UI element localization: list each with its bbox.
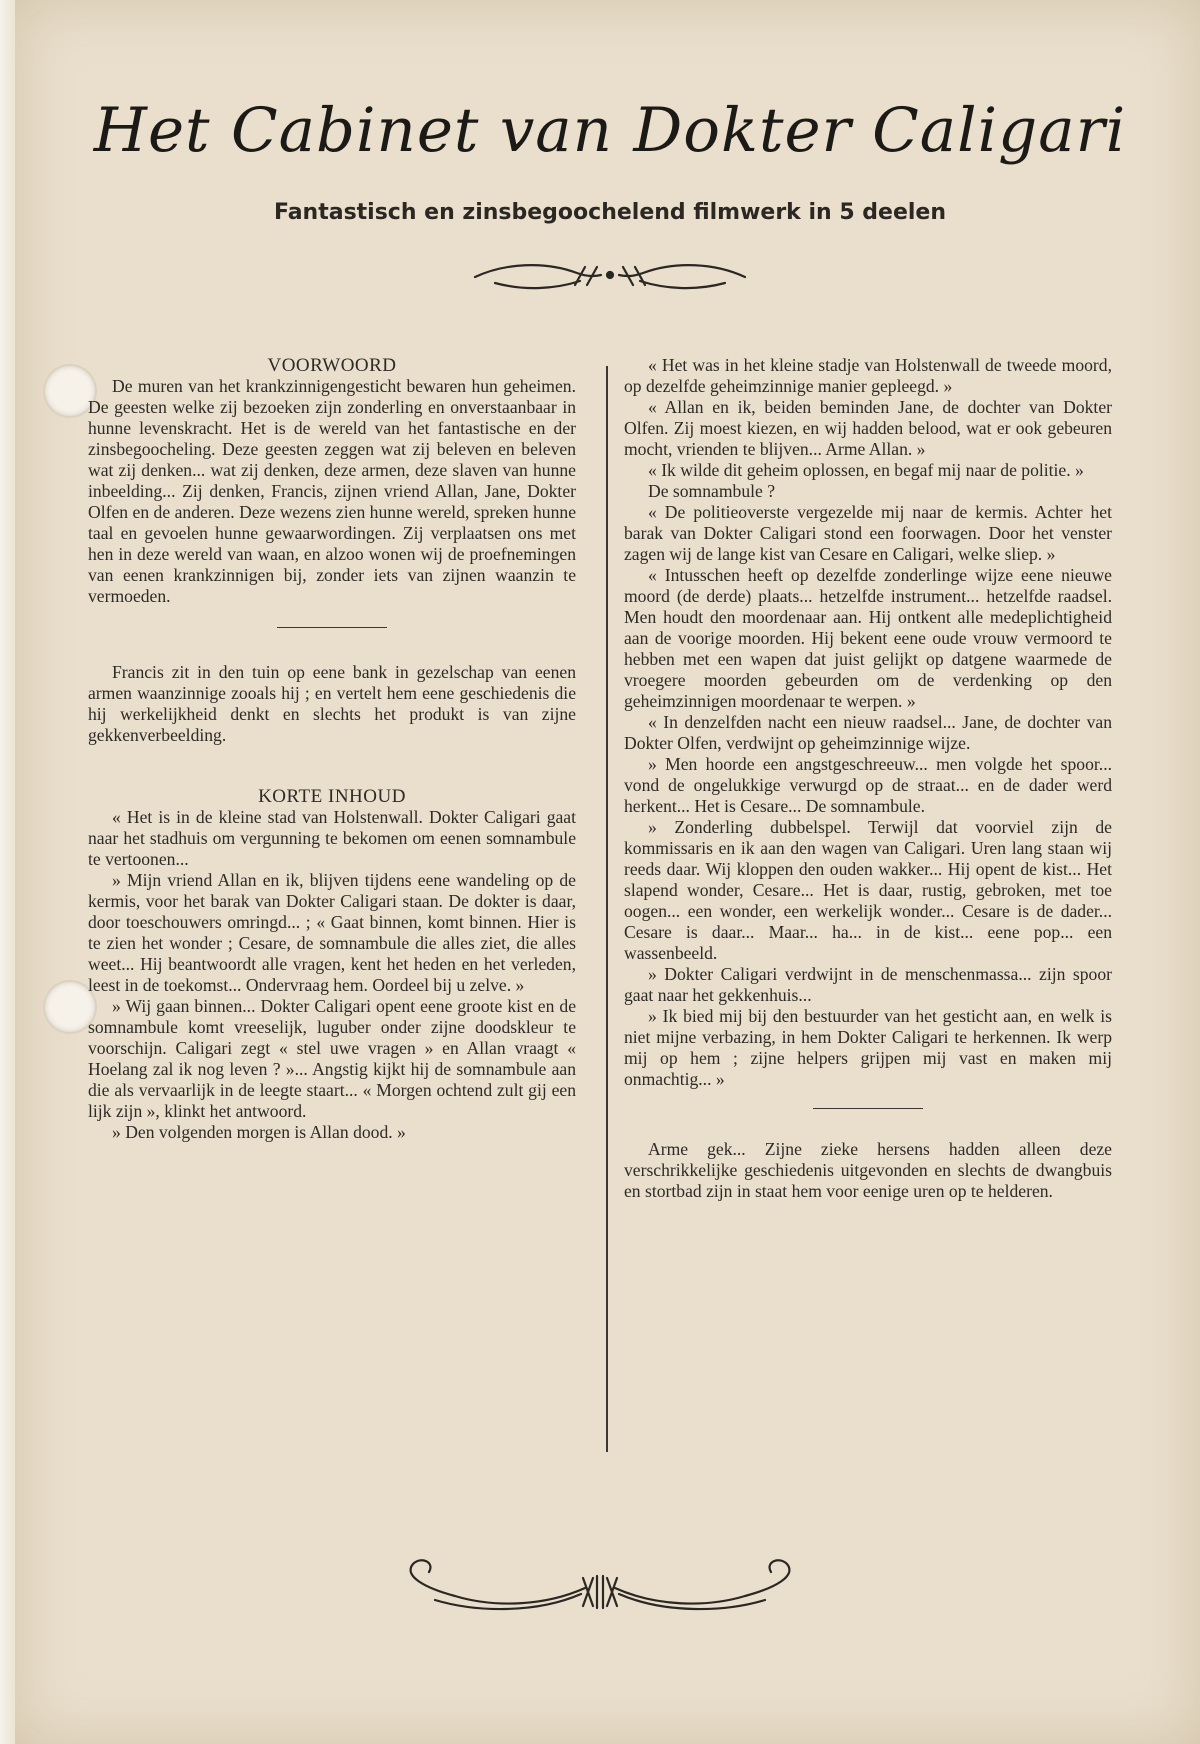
summary-heading: KORTE INHOUD — [258, 786, 406, 807]
story-paragraph: « Het was in het kleine stadje van Holstenwall de tweede moord, op dezelfde geheimzinnige manier gepleegd. » — [624, 355, 1112, 396]
story-paragraph: « Allan en ik, beiden beminden Jane, de dochter van Dokter Olfen. Zij moest kiezen, en wij hadden belood, wat er ook gebeuren mocht, vrienden te blijven... Arme Allan. » — [624, 397, 1112, 459]
foreword-paragraph: Francis zit in den tuin op eene bank in gezelschap van eenen armen waanzinnige zooals hij ; en vertelt hem eene geschiedenis die hij werkelijkheid denkt en slechts het produkt is van zijne gekkenverbeelding. — [88, 662, 576, 745]
story-paragraph: » Ik bied mij bij den bestuurder van het gesticht aan, en welk is niet mijne verbazing, in hem Dokter Caligari te herkennen. Ik werp mij op hem ; zijne helpers grijpen mij vast en maken mij onmachtig... » — [624, 1006, 1112, 1089]
header-ornament — [465, 255, 755, 295]
section-rule — [277, 627, 387, 628]
foreword-paragraph: De muren van het krankzinnigengesticht bewaren hun geheimen. De geesten welke zij bezoeken zijn zonderling en onverstaanbaar in hunne levenskracht. Het is de wereld van het fantastische en der zinsbegoocheling. Deze geesten zeggen wat zij beleven en beleven wat zij denken... wat zij denken, deze armen, deze slaven van hunne inbeelding... Zij denken, Francis, zijnen vriend Allan, Jane, Dokter Olfen en de anderen. Deze wezens zien hunne wereld, spreken hunne taal en gevoelen hunne gewaarwordingen. Zij verplaatsen ons met hen in deze wereld van waan, en alzoo wonen wij de proefnemingen van eenen krankzinnigen bij, zonder iets van zijnen waanzin te vermoeden. — [88, 376, 576, 606]
story-paragraph: « Ik wilde dit geheim oplossen, en begaf mij naar de politie. » — [648, 460, 1084, 480]
story-paragraph: » Men hoorde een angstgeschreeuw... men volgde het spoor... vond de ongelukkige verwurgd op de straat... en de dader werd herkent... Het is Cesare... De somnambule. — [624, 754, 1112, 816]
column-divider — [606, 366, 608, 1452]
footer-ornament — [385, 1548, 815, 1620]
story-paragraph: De somnambule ? — [648, 481, 776, 501]
summary-paragraph: » Mijn vriend Allan en ik, blijven tijdens eene wandeling op de kermis, voor het barak van Dokter Caligari staan. De dokter is daar, door toeschouwers omringd... ; « Gaat binnen, komt binnen. Hier is te zien het wonder ; Cesare, de somnambule die alles ziet, die alles weet... Hij beantwoordt alle vragen, kent het heden en het verleden, leest in de toekomst... Ondervraag hem. Oordeel bij u zelve. » — [88, 870, 576, 995]
summary-paragraph: « Het is in de kleine stad van Holstenwall. Dokter Caligari gaat naar het stadhuis om vergunning te bekomen om eenen somnambule te vertoonen... — [88, 807, 576, 869]
story-paragraph: » Zonderling dubbelspel. Terwijl dat voorviel zijn de kommissaris en ik aan den wagen van Caligari. Uren lang staan wij reeds daar. Wij kloppen den ouden wakker... Hij opent de kist... Het slapend wonder, Cesare... Het is daar, rustig, gebroken, met toe oogen... een wonder, een werkelijk wonder... Cesare is de dader... Cesare is daar... Maar... ha... in de kist... eene pop... een wassenbeeld. — [624, 817, 1112, 963]
summary-paragraph: » Wij gaan binnen... Dokter Caligari opent eene groote kist en de somnambule komt vreeselijk, luguber onder zijne doodskleur te voorschijn. Caligari zegt « stel uwe vragen » en Allan vraagt « Hoelang zal ik nog leven ? »... Angstig kijkt hij de somnambule aan die als vervaarlijk in de leegte staart... « Morgen ochtend zult gij een lijk zijn », klinkt het antwoord. — [88, 996, 576, 1121]
page-subtitle: Fantastisch en zinsbegoochelend filmwerk in 5 deelen — [273, 200, 947, 225]
left-column — [88, 355, 576, 1143]
story-paragraph: « In denzelfden nacht een nieuw raadsel... Jane, de dochter van Dokter Olfen, verdwijnt op geheimzinnige wijze. — [624, 712, 1112, 753]
right-column — [624, 355, 1112, 1202]
epilogue-paragraph: Arme gek... Zijne zieke hersens hadden alleen deze verschrikkelijke geschiedenis uitgevonden en slechts de dwangbuis en stortbad zijn in staat hem voor eenige uren op te helderen. — [624, 1139, 1112, 1201]
page-title: Het Cabinet van Dokter Caligari — [93, 95, 1127, 166]
section-rule — [813, 1108, 923, 1109]
story-paragraph: « Intusschen heeft op dezelfde zonderlinge wijze eene nieuwe moord (de derde) plaats... hetzelfde instrument... hetzelfde raadsel. Men houdt den moordenaar aan. Hij ontkent alle medeplichtigheid aan de voorige moorden. Hij bekent eene oude vrouw vermoord te hebben met een wapen dat juist gelijkt op datgene waarmede de vroegere moorden gebeurden om de verdenking op den geheimzinnigen moordenaar te werpen. » — [624, 565, 1112, 711]
spacer — [88, 746, 576, 786]
story-paragraph: » Dokter Caligari verdwijnt in de menschenmassa... zijn spoor gaat naar het gekkenhuis... — [624, 964, 1112, 1005]
foreword-heading: VOORWOORD — [267, 355, 397, 376]
summary-paragraph: » Den volgenden morgen is Allan dood. » — [112, 1122, 406, 1142]
story-paragraph: « De politieoverste vergezelde mij naar de kermis. Achter het barak van Dokter Caligari stond een foorwagen. Door het venster zagen wij de lange kist van Cesare en Caligari, welke sliep. » — [624, 502, 1112, 564]
page-edge — [0, 0, 15, 1744]
